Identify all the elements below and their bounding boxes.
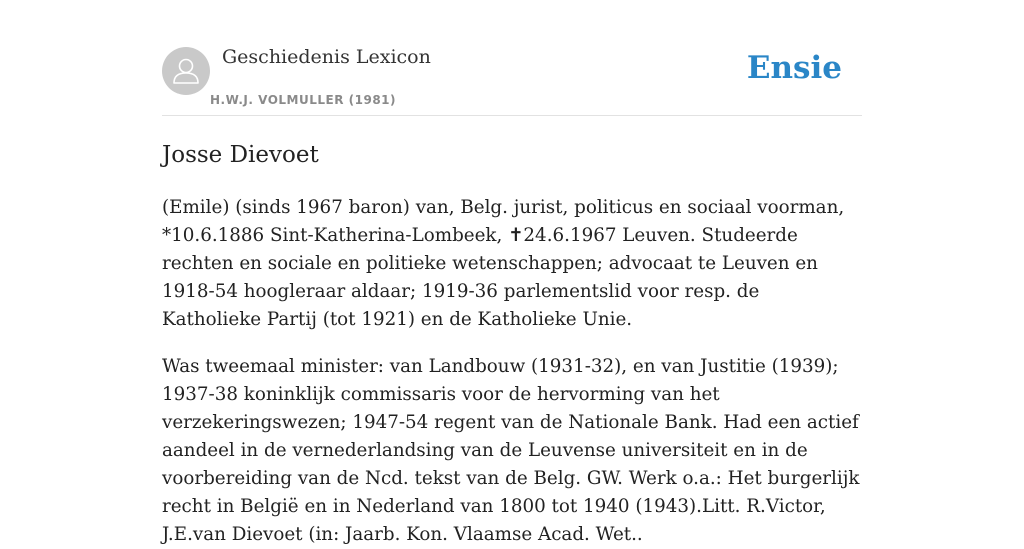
article-title: Josse Dievoet bbox=[162, 142, 319, 168]
lexicon-title[interactable]: Geschiedenis Lexicon bbox=[222, 46, 431, 68]
lexicon-header bbox=[162, 0, 862, 116]
article-body bbox=[162, 194, 862, 549]
user-icon[interactable] bbox=[162, 47, 210, 95]
author-credit: H.W.J. VOLMULLER (1981) bbox=[210, 93, 397, 107]
article-paragraph: (Emile) (sinds 1967 baron) van, Belg. jurist, politicus en sociaal voorman, *10.6.1886 Sint-Katherina-Lombeek, ✝24.6.1967 Leuven. Studeerde rechten en sociale en politieke wetenschappen; advocaat te Leuven en 1918-54 hoogleraar aldaar; 1919-36 parlementslid voor resp. de Katholieke Partij (tot 1921) en de Katholieke Unie. bbox=[162, 197, 845, 330]
ensie-logo[interactable]: Ensie bbox=[746, 50, 842, 86]
article-paragraph: Was tweemaal minister: van Landbouw (1931-32), en van Justitie (1939); 1937-38 koninklijk commissaris voor de hervorming van het verzekeringswezen; 1947-54 regent van de Nationale Bank. Had een actief aandeel in de vernederlandsing van de Leuvense universiteit en in de voorbereiding van de Ncd. tekst van de Belg. GW. Werk o.a.: Het burgerlijk recht in België en in Nederland van 1800 tot 1940 (1943).Litt. R.Victor, J.E.van Dievoet (in: Jaarb. Kon. Vlaamse Acad. Wet.. bbox=[162, 356, 860, 545]
page-container bbox=[162, 0, 862, 549]
